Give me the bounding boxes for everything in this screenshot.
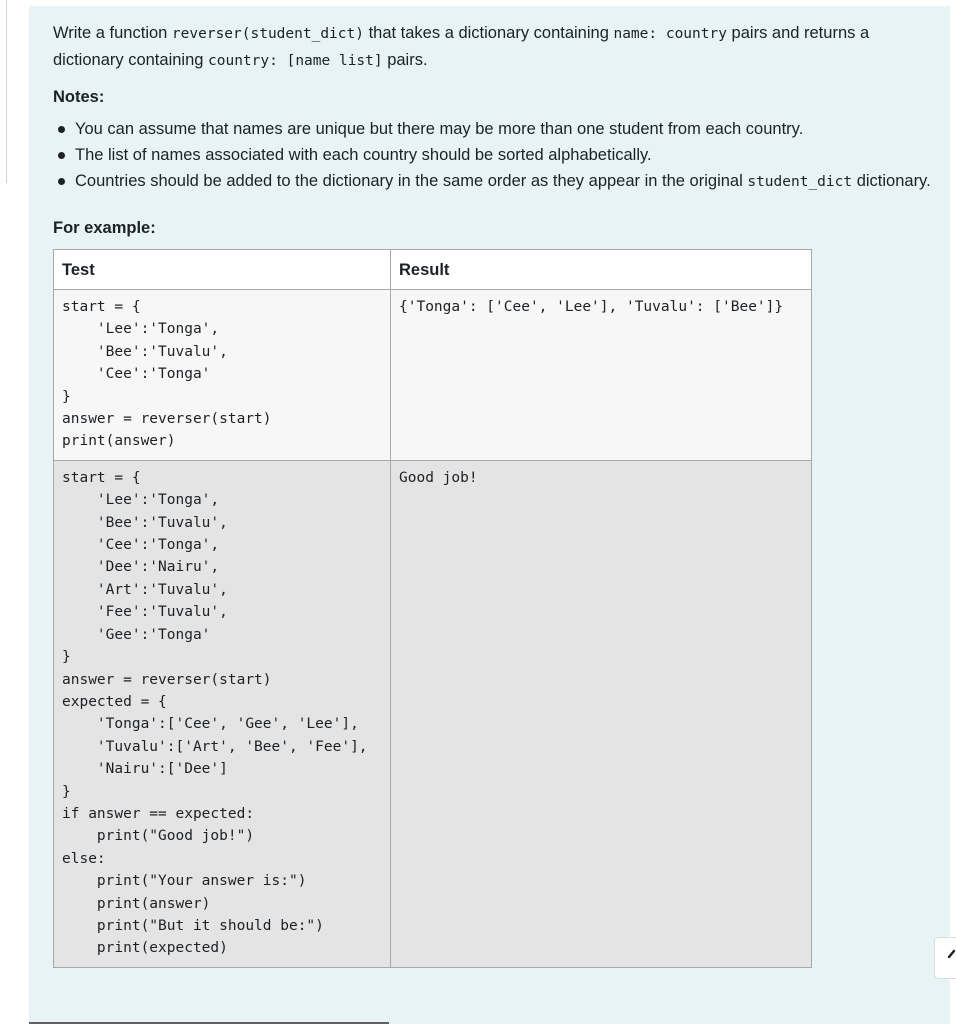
note-text: Countries should be added to the dictionary in the same order as they appear in the original	[75, 172, 748, 190]
scroll-to-top-button[interactable]	[934, 937, 956, 979]
examples-table	[53, 249, 812, 968]
test-code: start = { 'Lee':'Tonga', 'Bee':'Tuvalu', 'Cee':'Tonga' } answer = reverser(start) print(answer)	[62, 299, 272, 450]
note-text: dictionary.	[852, 172, 931, 190]
notes-list	[53, 116, 933, 195]
table-row	[54, 460, 812, 967]
result-column-header: Result	[391, 250, 812, 290]
input-pair-code: name: country	[613, 26, 727, 42]
function-signature-code: reverser(student_dict)	[171, 26, 364, 42]
test-cell	[54, 290, 391, 461]
intro-text-2: that takes a dictionary containing	[363, 24, 614, 42]
question-text-panel	[29, 6, 950, 1024]
student-dict-code: student_dict	[747, 174, 853, 190]
intro-text-3: pairs and returns a dictionary containing	[53, 24, 870, 69]
intro-text-1: Write a function	[53, 24, 172, 42]
question-content	[53, 20, 933, 968]
result-cell	[391, 290, 812, 461]
question-intro	[53, 20, 933, 74]
test-column-header: Test	[54, 250, 391, 290]
result-output: Good job!	[399, 469, 478, 486]
note-item: The list of names associated with each country should be sorted alphabetically.	[75, 142, 933, 168]
left-divider	[0, 0, 7, 183]
note-item: You can assume that names are unique but there may be more than one student from each country.	[75, 116, 933, 142]
result-cell	[391, 460, 812, 967]
output-pair-code: country: [name list]	[208, 53, 383, 69]
notes-heading: Notes:	[53, 88, 105, 106]
test-cell	[54, 460, 391, 967]
chevron-up-icon	[948, 948, 956, 968]
note-item	[75, 168, 933, 195]
test-code: start = { 'Lee':'Tonga', 'Bee':'Tuvalu', 'Cee':'Tonga', 'Dee':'Nairu', 'Art':'Tuvalu', 'Fee':'Tuvalu', 'Gee':'Tonga' } answer = reverser(start) expected = { 'Tonga':['Cee', 'Gee', 'Lee'], 'Tuvalu':['Art', 'Bee', 'Fee'], 'Nairu':['Dee'] } if answer == expected: print("Good job!") else: print("Your answer is:") print(answer) print("But it should be:") print(expected)	[62, 469, 368, 957]
result-output: {'Tonga': ['Cee', 'Lee'], 'Tuvalu': ['Bee']}	[399, 299, 784, 315]
example-heading: For example:	[53, 219, 156, 237]
table-row	[54, 290, 812, 461]
intro-text-4: pairs.	[382, 51, 428, 69]
table-header-row	[54, 250, 812, 290]
